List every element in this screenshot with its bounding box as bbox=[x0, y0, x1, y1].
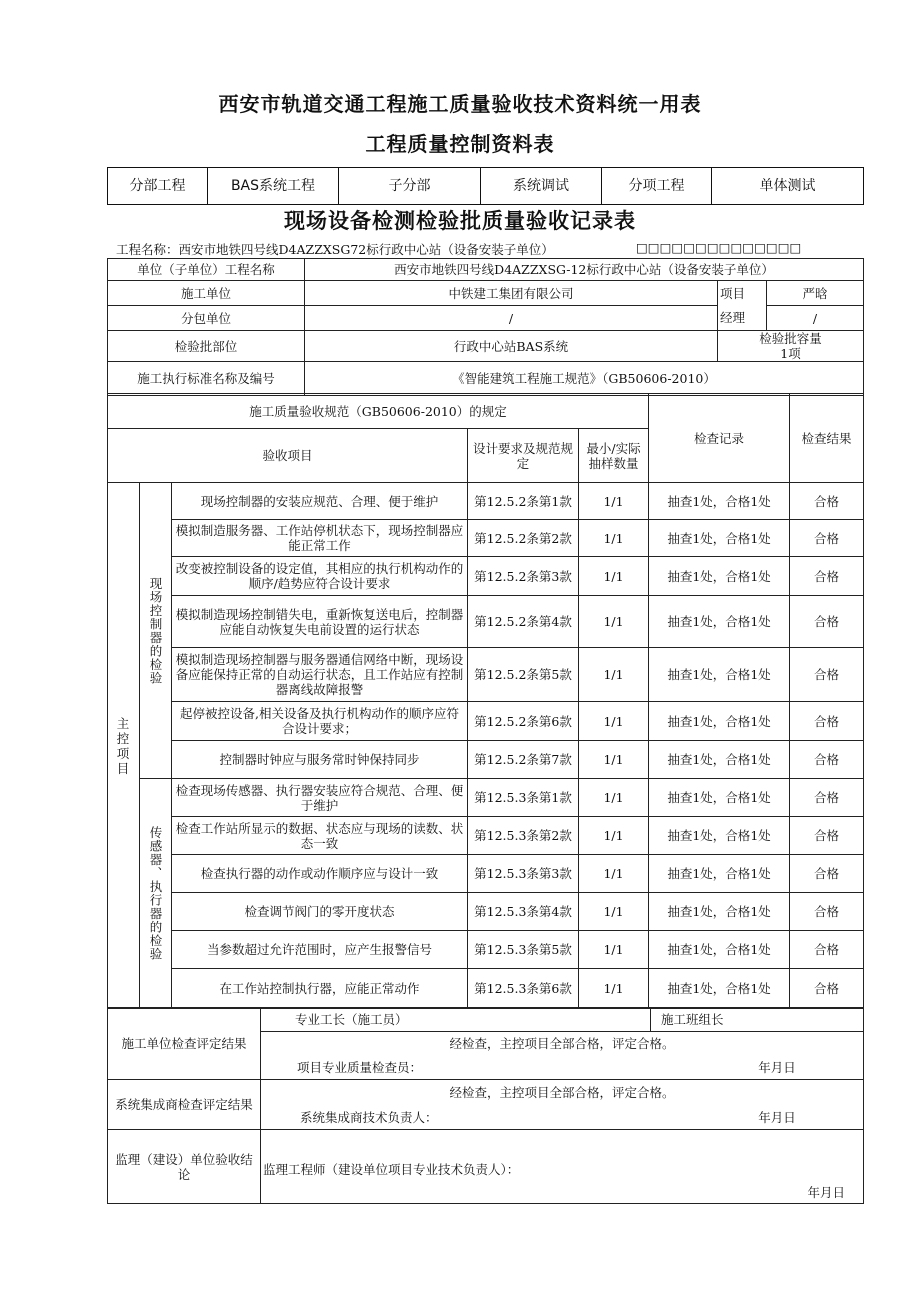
design-ref: 第12.5.2条第7款 bbox=[468, 741, 579, 779]
subcontractor-label: 分包单位 bbox=[108, 306, 305, 331]
signature-table bbox=[107, 1007, 864, 1204]
integrator-date: 年月日 bbox=[758, 1109, 796, 1125]
check-result: 合格 bbox=[790, 648, 864, 702]
design-ref: 第12.5.3条第1款 bbox=[468, 779, 579, 817]
design-ref: 第12.5.2条第4款 bbox=[468, 596, 579, 648]
check-result: 合格 bbox=[790, 741, 864, 779]
check-record: 抽查1处，合格1处 bbox=[649, 702, 790, 741]
check-result: 合格 bbox=[790, 817, 864, 855]
integrator-check-label: 系统集成商检查评定结果 bbox=[108, 1080, 261, 1130]
contractor-value: 中铁建工集团有限公司 bbox=[305, 281, 718, 306]
sample-count: 1/1 bbox=[579, 702, 649, 741]
check-result: 合格 bbox=[790, 557, 864, 596]
sample-count: 1/1 bbox=[579, 520, 649, 557]
item-work-value: 单体测试 bbox=[712, 168, 864, 205]
division-label: 分部工程 bbox=[108, 168, 208, 205]
spec-header: 施工质量验收规范（GB50606-2010）的规定 bbox=[108, 394, 649, 429]
contractor-label: 施工单位 bbox=[108, 281, 305, 306]
item-text: 改变被控制设备的设定值，其相应的执行机构动作的顺序/趋势应符合设计要求 bbox=[172, 557, 468, 596]
check-result: 合格 bbox=[790, 931, 864, 969]
batch-value: 行政中心站BAS系统 bbox=[305, 331, 718, 362]
pm-value: 严晗 bbox=[767, 281, 864, 306]
design-ref: 第12.5.2条第2款 bbox=[468, 520, 579, 557]
check-result: 合格 bbox=[790, 702, 864, 741]
pm-label-top: 项目 bbox=[718, 281, 767, 306]
integrator-check-text: 经检查，主控项目全部合格，评定合格。 bbox=[261, 1080, 864, 1106]
check-result: 合格 bbox=[790, 520, 864, 557]
subdivision-value: 系统调试 bbox=[481, 168, 602, 205]
team-leader-label: 施工班组长 bbox=[651, 1008, 864, 1032]
check-record: 抽查1处，合格1处 bbox=[649, 817, 790, 855]
sample-count: 1/1 bbox=[579, 969, 649, 1009]
standard-value: 《智能建筑工程施工规范》（GB50606-2010） bbox=[305, 362, 864, 396]
design-ref: 第12.5.3条第3款 bbox=[468, 855, 579, 893]
foreman-label: 专业工长（施工员） bbox=[261, 1008, 651, 1032]
batch-label: 检验批部位 bbox=[108, 331, 305, 362]
capacity-value: 1项 bbox=[780, 346, 801, 361]
standard-label: 施工执行标准名称及编号 bbox=[108, 362, 305, 396]
contractor-check-text: 经检查，主控项目全部合格，评定合格。 bbox=[261, 1032, 864, 1056]
subdivision-label: 子分部 bbox=[339, 168, 481, 205]
main-control-label: 主控项目 bbox=[108, 483, 140, 1009]
design-ref: 第12.5.3条第4款 bbox=[468, 893, 579, 931]
design-ref: 第12.5.3条第5款 bbox=[468, 931, 579, 969]
check-record: 抽查1处，合格1处 bbox=[649, 648, 790, 702]
col-item-header: 验收项目 bbox=[108, 429, 468, 483]
item-text: 起停被控设备,相关设备及执行机构动作的顺序应符合设计要求； bbox=[172, 702, 468, 741]
check-result: 合格 bbox=[790, 483, 864, 520]
check-record: 抽查1处，合格1处 bbox=[649, 483, 790, 520]
unit-value: 西安市地铁四号线D4AZZXSG-12标行政中心站（设备安装子单位） bbox=[305, 259, 864, 281]
unit-label: 单位（子单位）工程名称 bbox=[108, 259, 305, 281]
col-sample-header: 最小/实际抽样数量 bbox=[579, 429, 649, 483]
design-ref: 第12.5.2条第3款 bbox=[468, 557, 579, 596]
item-text: 检查工作站所显示的数据、状态应与现场的读数、状态一致 bbox=[172, 817, 468, 855]
subdivision-table bbox=[107, 167, 864, 205]
integrator-person-label: 系统集成商技术负责人： bbox=[300, 1109, 438, 1125]
check-record: 抽查1处，合格1处 bbox=[649, 893, 790, 931]
document-subtitle: 工程质量控制资料表 bbox=[365, 132, 555, 156]
sample-count: 1/1 bbox=[579, 855, 649, 893]
sample-count: 1/1 bbox=[579, 648, 649, 702]
sample-count: 1/1 bbox=[579, 931, 649, 969]
project-name-line: 工程名称：西安市地铁四号线D4AZZXSG72标行政中心站（设备安装子单位） bbox=[116, 242, 554, 257]
supervisor-date: 年月日 bbox=[807, 1185, 846, 1200]
check-result: 合格 bbox=[790, 855, 864, 893]
division-value: BAS系统工程 bbox=[208, 168, 339, 205]
check-record: 抽查1处，合格1处 bbox=[649, 969, 790, 1009]
quality-inspector-label: 项目专业质量检查员： bbox=[297, 1059, 423, 1075]
sample-count: 1/1 bbox=[579, 483, 649, 520]
check-record: 抽查1处，合格1处 bbox=[649, 520, 790, 557]
item-text: 模拟制造现场控制器与服务器通信网络中断，现场设备应能保持正常的自动运行状态，且工作站应有控制器离线故障报警 bbox=[172, 648, 468, 702]
supervisor-person-label: 监理工程师（建设单位项目专业技术负责人）： bbox=[263, 1162, 520, 1177]
item-text: 现场控制器的安装应规范、合理、便于维护 bbox=[172, 483, 468, 520]
record-title: 现场设备检测检验批质量验收记录表 bbox=[284, 209, 636, 233]
group-sensor-label: 传感器、执行器的检验 bbox=[140, 779, 172, 1009]
check-record: 抽查1处，合格1处 bbox=[649, 596, 790, 648]
col-record-header: 检查记录 bbox=[649, 394, 790, 483]
item-text: 模拟制造现场控制错失电，重新恢复送电后，控制器应能自动恢复失电前设置的运行状态 bbox=[172, 596, 468, 648]
pm-label-bottom: 经理 bbox=[718, 306, 767, 331]
contractor-date: 年月日 bbox=[758, 1059, 796, 1075]
item-text: 控制器时钟应与服务常时钟保持同步 bbox=[172, 741, 468, 779]
item-text: 在工作站控制执行器，应能正常动作 bbox=[172, 969, 468, 1009]
item-text: 检查执行器的动作或动作顺序应与设计一致 bbox=[172, 855, 468, 893]
info-table bbox=[107, 258, 864, 396]
document-title: 西安市轨道交通工程施工质量验收技术资料统一用表 bbox=[218, 92, 702, 116]
item-text: 当参数超过允许范围时，应产生报警信号 bbox=[172, 931, 468, 969]
design-ref: 第12.5.2条第5款 bbox=[468, 648, 579, 702]
design-ref: 第12.5.3条第2款 bbox=[468, 817, 579, 855]
check-record: 抽查1处，合格1处 bbox=[649, 855, 790, 893]
col-result-header: 检查结果 bbox=[790, 394, 864, 483]
design-ref: 第12.5.2条第6款 bbox=[468, 702, 579, 741]
design-ref: 第12.5.2条第1款 bbox=[468, 483, 579, 520]
subcontractor-value: / bbox=[305, 306, 718, 331]
check-record: 抽查1处，合格1处 bbox=[649, 931, 790, 969]
contractor-check-label: 施工单位检查评定结果 bbox=[108, 1008, 261, 1080]
sample-count: 1/1 bbox=[579, 817, 649, 855]
inspection-table bbox=[107, 393, 864, 1009]
col-design-header: 设计要求及规范规定 bbox=[468, 429, 579, 483]
check-record: 抽查1处，合格1处 bbox=[649, 557, 790, 596]
sample-count: 1/1 bbox=[579, 779, 649, 817]
sub-pm-value: / bbox=[767, 306, 864, 331]
sample-count: 1/1 bbox=[579, 741, 649, 779]
capacity-label: 检验批容量 bbox=[759, 331, 822, 346]
design-ref: 第12.5.3条第6款 bbox=[468, 969, 579, 1009]
item-work-label: 分项工程 bbox=[602, 168, 712, 205]
item-text: 模拟制造服务器、工作站停机状态下，现场控制器应能正常工作 bbox=[172, 520, 468, 557]
check-record: 抽查1处，合格1处 bbox=[649, 741, 790, 779]
check-result: 合格 bbox=[790, 969, 864, 1009]
sample-count: 1/1 bbox=[579, 893, 649, 931]
supervisor-label: 监理（建设）单位验收结论 bbox=[108, 1130, 261, 1204]
check-result: 合格 bbox=[790, 779, 864, 817]
sample-count: 1/1 bbox=[579, 557, 649, 596]
check-result: 合格 bbox=[790, 596, 864, 648]
check-record: 抽查1处，合格1处 bbox=[649, 779, 790, 817]
item-text: 检查调节阀门的零开度状态 bbox=[172, 893, 468, 931]
check-result: 合格 bbox=[790, 893, 864, 931]
group-controller-label: 现场控制器的检验 bbox=[140, 483, 172, 779]
sample-count: 1/1 bbox=[579, 596, 649, 648]
item-text: 检查现场传感器、执行器安装应符合规范、合理、便于维护 bbox=[172, 779, 468, 817]
checkbox-row: □□□□□□□□□□□□□□ bbox=[636, 240, 802, 255]
